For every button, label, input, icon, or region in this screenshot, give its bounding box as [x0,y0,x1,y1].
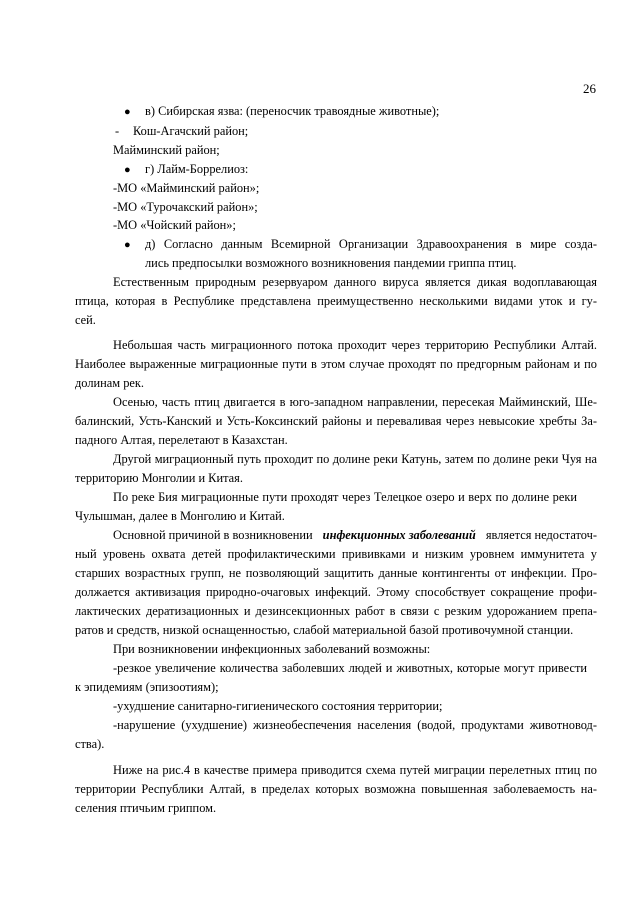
text-line: в) Сибирская язва: (переносчик травоядные животные); [145,104,440,118]
text-line: лактических дератизационных и дезинсекционных работ в связи с резким удорожанием препа- [75,604,597,618]
text-line: лись предпосылки возможного возникновения пандемии гриппа птиц. [145,256,517,270]
text-line: По реке Бия миграционные пути проходят через Телецкое озеро и верх по долине реки [113,490,577,504]
text-line: ратов и средств, низкой оснащенностью, слабой материальной базой противочумной станции. [75,623,574,637]
text-line: Другой миграционный путь проходит по долине реки Катунь, затем по долине реки Чуя на [113,452,597,466]
text-line [113,526,597,544]
bullet-icon: ● [124,239,131,251]
text-line: г) Лайм-Боррелиоз: [145,162,249,176]
bullet-icon: ● [124,106,131,118]
text-line: старших возрастных групп, не позволяющий защитить данные контингенты от инфекции. Про- [75,566,597,580]
text-line: птица, которая в Республике представлена преимущественно несколькими видами уток и гу- [75,294,597,308]
bullet-icon: ● [124,164,131,176]
text-line: Естественным природным резервуаром данного вируса является дикая водоплавающая [113,275,597,289]
text-line: Майминский район; [113,143,220,157]
text-line: падного Алтая, перелетают в Казахстан. [75,433,288,447]
text-line: -МО «Майминский район»; [113,181,260,195]
text-line: Наиболее выраженные миграционные пути в этом случае проходят по предгорным районам и по [75,357,597,371]
text-line: территорию Монголии и Китая. [75,471,243,485]
text-line: должается активизация природно-очаговых инфекций. Этому способствует сокращение профи- [75,585,597,599]
text-line: Кош-Агачский район; [133,124,249,138]
text-line: При возникновении инфекционных заболеваний возможны: [113,642,431,656]
text-line: Ниже на рис.4 в качестве примера приводится схема путей миграции перелетных птиц по [113,763,597,777]
text-line: селения птичьим гриппом. [75,801,217,815]
text-line: территории Республики Алтай, в пределах которых возможна повышенная заболеваемость на- [75,782,597,796]
text-line: сей. [75,313,96,327]
text-line: -МО «Турочакский район»; [113,200,258,214]
text-line: Чулышман, далее в Монголию и Китай. [75,509,285,523]
text-line: -нарушение (ухудшение) жизнеобеспечения населения (водой, продуктами животновод- [113,718,597,732]
text-line: -ухудшение санитарно-гигиенического состояния территории; [113,699,443,713]
text-line: ный уровень охвата детей профилактическими прививками и низким уровнем иммунитета у [75,547,597,561]
text-line: балинский, Усть-Канский и Усть-Коксинский районы и переваливая через невысокие хребты За- [75,414,597,428]
text-line: ства). [75,737,105,751]
page-number: 26 [583,81,596,96]
text-line: Осенью, часть птиц двигается в юго-западном направлении, пересекая Майминский, Ше- [113,395,597,409]
text-line: -резкое увеличение количества заболевших людей и животных, которые могут привести [113,661,587,675]
text-line: к эпидемиям (эпизоотиям); [75,680,219,694]
text-segment: Основной причиной в возникновении [113,528,313,542]
text-segment: является недостаточ- [485,528,597,542]
text-line: Небольшая часть миграционного потока проходит через территорию Республики Алтай. [113,338,597,352]
text-line: д) Согласно данным Всемирной Организации Здравоохранения в мире созда- [145,237,597,251]
dash-marker: - [115,124,120,138]
text-line: долинам рек. [75,376,145,390]
text-line: -МО «Чойский район»; [113,218,236,232]
emphasis-text: инфекционных заболеваний [322,528,476,542]
